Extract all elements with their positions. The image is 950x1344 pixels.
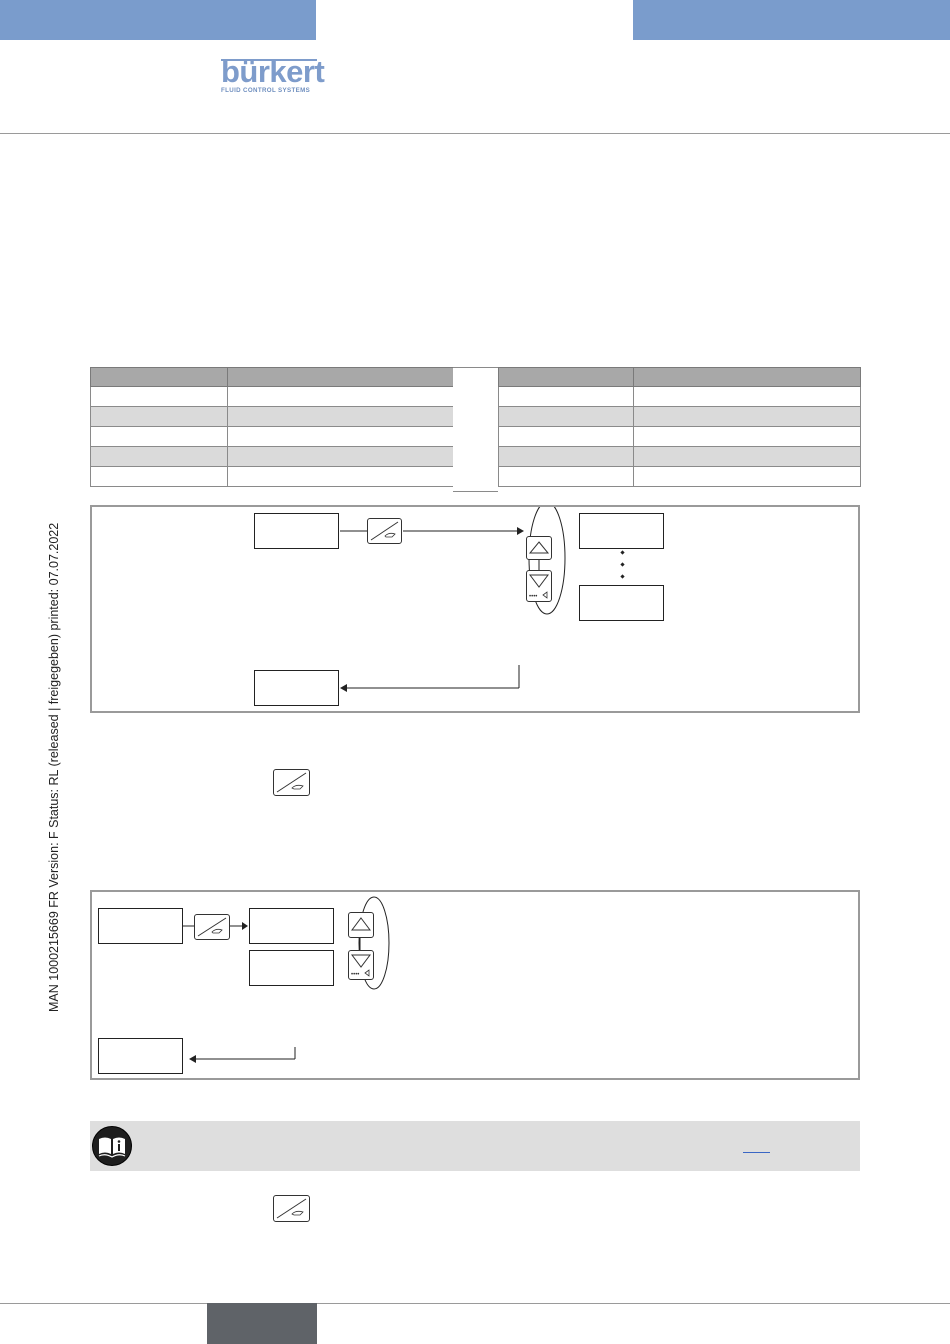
footer-rule xyxy=(0,1303,950,1304)
enter-hand-key-icon xyxy=(273,1195,310,1222)
display-box xyxy=(579,585,664,621)
table-left xyxy=(90,367,454,487)
arrow-down-key-icon[interactable] xyxy=(526,570,552,602)
table-row xyxy=(499,467,861,487)
table-row xyxy=(91,427,454,447)
brand-logo: bürkert xyxy=(221,54,325,89)
table-cell xyxy=(499,407,634,427)
arrow-up-key-icon[interactable] xyxy=(348,912,374,938)
table-row xyxy=(91,387,454,407)
display-box xyxy=(249,950,334,986)
table-cell xyxy=(228,427,454,447)
table-cell xyxy=(228,407,454,427)
table-cell xyxy=(91,407,228,427)
navigation-diagram-2 xyxy=(90,890,860,1080)
table-cell xyxy=(499,467,634,487)
header-band-right xyxy=(633,0,950,40)
table-row xyxy=(91,447,454,467)
table-header-row xyxy=(499,368,861,387)
table-row xyxy=(499,427,861,447)
table-cell xyxy=(228,387,454,407)
arrow-down-key-icon[interactable] xyxy=(348,950,374,980)
table-cell xyxy=(634,427,861,447)
table-header-row xyxy=(91,368,454,387)
document-status-sidebar: MAN 1000215669 FR Version: F Status: RL (released | freigegeben) printed: 07.07.2022 xyxy=(47,522,61,1012)
table-cell xyxy=(91,447,228,467)
display-box xyxy=(98,908,183,944)
table-row xyxy=(499,387,861,407)
diagram-1-lines xyxy=(92,507,858,711)
table-gap xyxy=(453,367,498,492)
header-rule xyxy=(0,133,950,134)
table-header-cell xyxy=(634,368,861,387)
display-box xyxy=(254,513,339,549)
enter-hand-key-icon[interactable] xyxy=(194,914,230,940)
table-cell xyxy=(634,467,861,487)
display-box xyxy=(98,1038,183,1074)
display-box xyxy=(579,513,664,549)
table-header-cell xyxy=(91,368,228,387)
display-box xyxy=(254,670,339,706)
page-number-tab xyxy=(207,1303,317,1344)
table-cell xyxy=(634,447,861,467)
table-row xyxy=(91,407,454,427)
table-cell xyxy=(499,427,634,447)
info-note xyxy=(90,1121,860,1171)
header-band-left xyxy=(0,0,316,40)
table-row xyxy=(91,467,454,487)
arrow-up-key-icon[interactable] xyxy=(526,536,552,560)
table-cell xyxy=(634,407,861,427)
table-row xyxy=(499,407,861,427)
table-cell xyxy=(499,447,634,467)
table-cell xyxy=(228,447,454,467)
table-cell xyxy=(91,427,228,447)
enter-hand-key-icon[interactable] xyxy=(367,518,402,544)
table-right xyxy=(498,367,861,487)
info-book-icon xyxy=(91,1125,133,1167)
brand-tagline: FLUID CONTROL SYSTEMS xyxy=(221,87,311,94)
svg-text:••••: •••• xyxy=(351,972,360,978)
table-cell xyxy=(634,387,861,407)
svg-text:••••: •••• xyxy=(529,594,538,600)
table-cell xyxy=(91,387,228,407)
table-row xyxy=(499,447,861,467)
navigation-diagram-1 xyxy=(90,505,860,713)
table-cell xyxy=(91,467,228,487)
enter-hand-key-icon xyxy=(273,769,310,796)
table-cell xyxy=(228,467,454,487)
display-box xyxy=(249,908,334,944)
table-header-cell xyxy=(228,368,454,387)
note-link-underline[interactable] xyxy=(743,1152,770,1153)
table-cell xyxy=(499,387,634,407)
table-header-cell xyxy=(499,368,634,387)
